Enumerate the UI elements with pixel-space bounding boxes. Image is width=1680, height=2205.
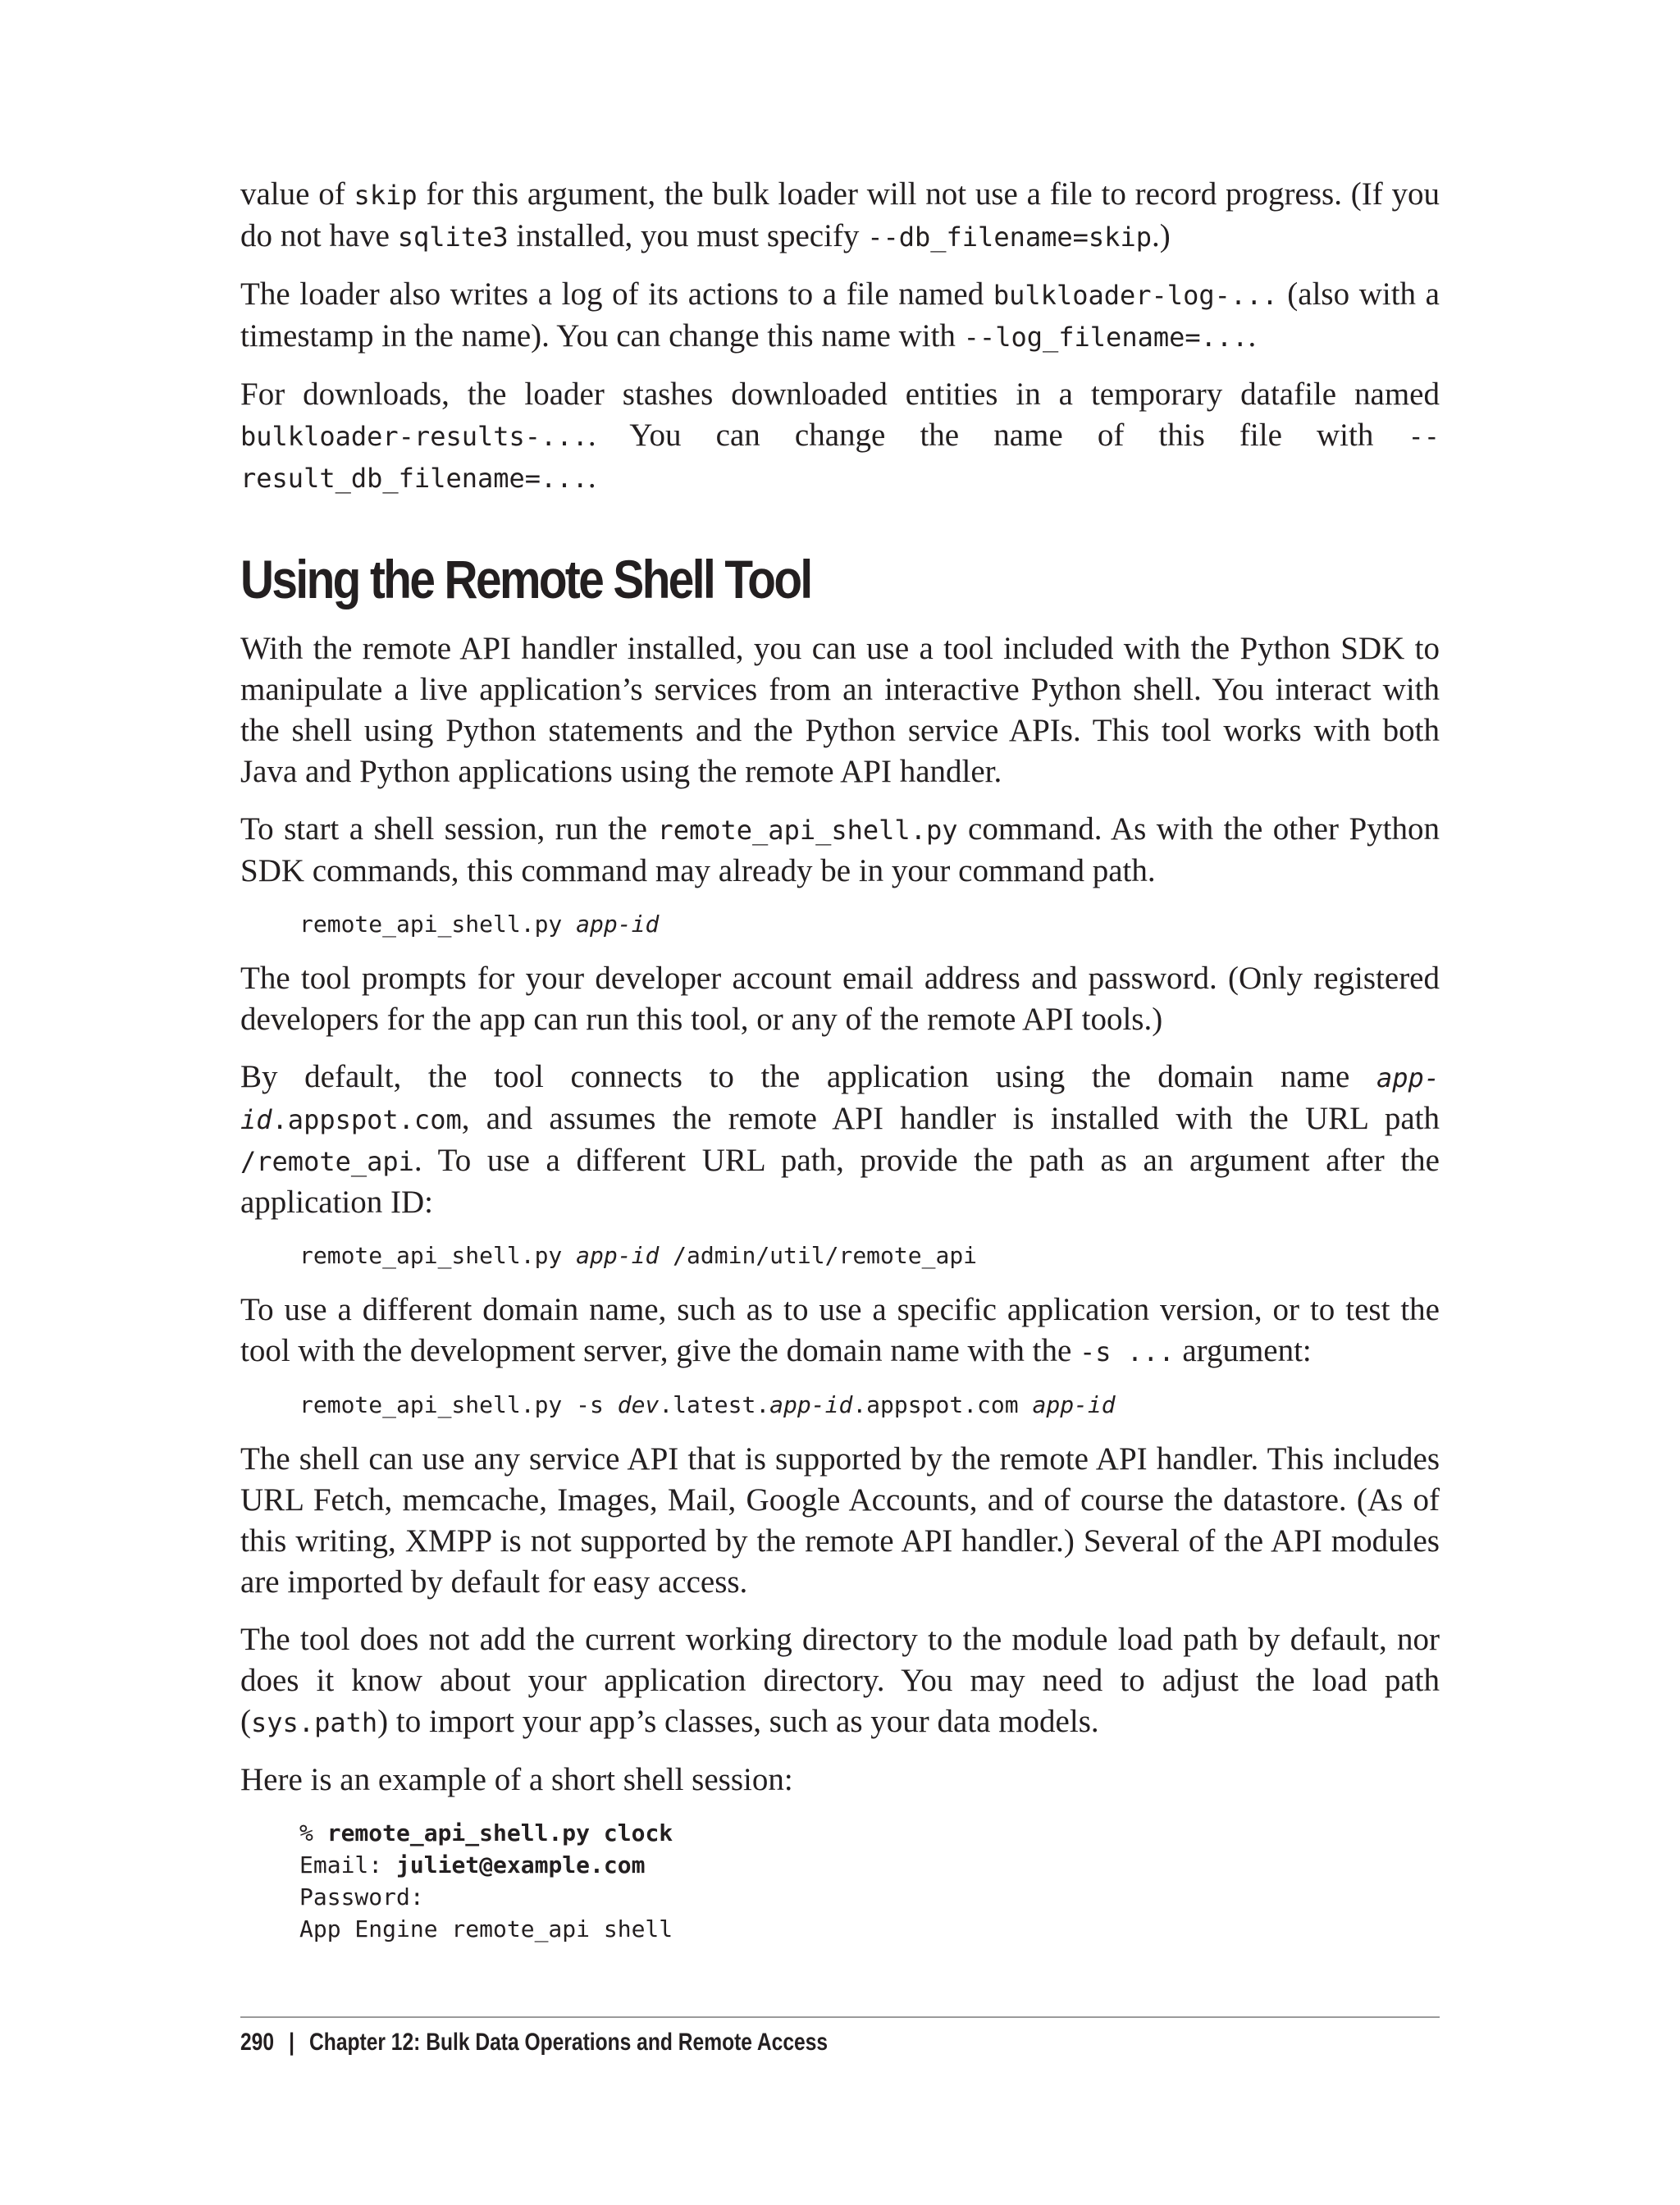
shell-prompt: %: [299, 1819, 327, 1847]
chapter-title: Chapter 12: Bulk Data Operations and Remote Access: [309, 2029, 829, 2056]
paragraph-intro: With the remote API handler installed, you can use a tool included with the Python SDK to manipulate a live application’s services from an interactive Python shell. You interact with the shell using Python statements and the Python service APIs. This tool works with both Java and Python applications using the remote API handler.: [240, 631, 1440, 789]
inline-code: --db_filename=skip: [867, 221, 1152, 253]
paragraph-example-intro: Here is an example of a short shell session:: [240, 1762, 793, 1797]
code-text: /admin/util/remote_api: [659, 1242, 978, 1269]
code-block-basic-command: [299, 908, 1440, 940]
code-block-url-path: [299, 1239, 1440, 1271]
text-run: To start a shell session, run the: [240, 811, 658, 847]
email-value: juliet@example.com: [396, 1851, 646, 1879]
text-run: By default, the tool connects to the application using the domain name: [240, 1059, 1376, 1094]
code-placeholder: app-id: [1032, 1391, 1116, 1418]
inline-code: sys.path: [251, 1707, 378, 1738]
code-placeholder: app-id: [576, 911, 660, 938]
paragraph-start-session: [240, 809, 1440, 892]
code-placeholder: app-id: [769, 1391, 853, 1418]
paragraph-downloads: [240, 374, 1440, 499]
text-run: . You can change the name of this file with: [587, 418, 1408, 453]
code-text: .appspot.com: [852, 1391, 1033, 1418]
paragraph-log-file: [240, 274, 1440, 358]
text-run: To use a different domain name, such as to use a specific application version, or to test the tool with the development server, give the domain name with the: [240, 1292, 1440, 1368]
text-run: .: [1248, 318, 1257, 354]
page-number: 290: [240, 2029, 275, 2056]
footer-separator: |: [289, 2029, 294, 2056]
code-placeholder: dev: [617, 1391, 660, 1418]
text-run: The loader also writes a log of its actions to a file named: [240, 276, 993, 312]
text-run: for this argument, the bulk loader will not use a file to record progress. (If you do not have: [240, 176, 1440, 253]
inline-code: --result_db_filename=...: [240, 421, 1440, 494]
text-run: .: [587, 459, 596, 495]
inline-code: skip: [354, 180, 418, 211]
text-run: For downloads, the loader stashes downloaded entities in a temporary datafile named: [240, 377, 1440, 412]
inline-code: sqlite3: [397, 221, 509, 253]
code-placeholder: app-id: [576, 1242, 660, 1269]
text-run: installed, you must specify: [508, 218, 868, 253]
paragraph-skip-option: [240, 174, 1440, 258]
code-block-shell-session: [299, 1817, 1440, 1945]
inline-code: bulkloader-results-...: [240, 421, 588, 452]
code-text: .latest.: [659, 1391, 770, 1418]
text-run: argument:: [1174, 1333, 1312, 1368]
text-run: (also with a timestamp in the name). You can change this name with: [240, 276, 1440, 354]
inline-code: --log_filename=...: [963, 322, 1249, 353]
inline-code: /remote_api: [240, 1146, 414, 1177]
code-text: remote_api_shell.py: [299, 911, 577, 938]
inline-code-placeholder: app-id: [240, 1062, 1440, 1135]
code-text: remote_api_shell.py: [299, 1242, 577, 1269]
email-label: Email:: [299, 1851, 397, 1879]
page-content: [240, 174, 1440, 1963]
text-run: .): [1151, 218, 1171, 253]
password-label: Password:: [299, 1883, 424, 1911]
paragraph-default-domain: [240, 1057, 1440, 1223]
inline-code: bulkloader-log-...: [993, 280, 1278, 311]
text-run: , and assumes the remote API handler is installed with the URL path: [461, 1101, 1440, 1136]
text-run: ) to import your app’s classes, such as your data models.: [377, 1704, 1099, 1739]
text-run: . To use a different URL path, provide the path as an argument after the application ID:: [240, 1143, 1440, 1220]
shell-banner: App Engine remote_api shell: [299, 1915, 673, 1942]
paragraph-different-domain: [240, 1290, 1440, 1372]
code-block-domain-arg: [299, 1389, 1440, 1421]
inline-code: -s ...: [1080, 1336, 1175, 1367]
inline-code: .appspot.com: [272, 1104, 462, 1135]
section-heading: Using the Remote Shell Tool: [240, 549, 811, 609]
text-run: command. As with the other Python SDK commands, this command may already be in your command path.: [240, 811, 1440, 888]
paragraph-prompts: The tool prompts for your developer account email address and password. (Only registered developers for the app can run this tool, or any of the remote API tools.): [240, 961, 1440, 1037]
paragraph-service-apis: The shell can use any service API that is supported by the remote API handler. This includes URL Fetch, memcache, Images, Mail, Google Accounts, and of course the datastore. (As of this writing, XMPP is not supported by the remote API handler.) Several of the API modules are imported by default for easy access.: [240, 1441, 1440, 1600]
shell-command: remote_api_shell.py clock: [326, 1819, 673, 1847]
text-run: value of: [240, 176, 354, 212]
inline-code: remote_api_shell.py: [657, 815, 958, 846]
code-text: remote_api_shell.py -s: [299, 1391, 618, 1418]
text-run: The tool does not add the current working directory to the module load path by default, nor does it know about your application directory. You may need to adjust the load path (: [240, 1622, 1440, 1739]
footer-rule: [240, 2016, 1440, 2018]
paragraph-load-path: [240, 1619, 1440, 1743]
page-footer: [240, 2026, 828, 2059]
